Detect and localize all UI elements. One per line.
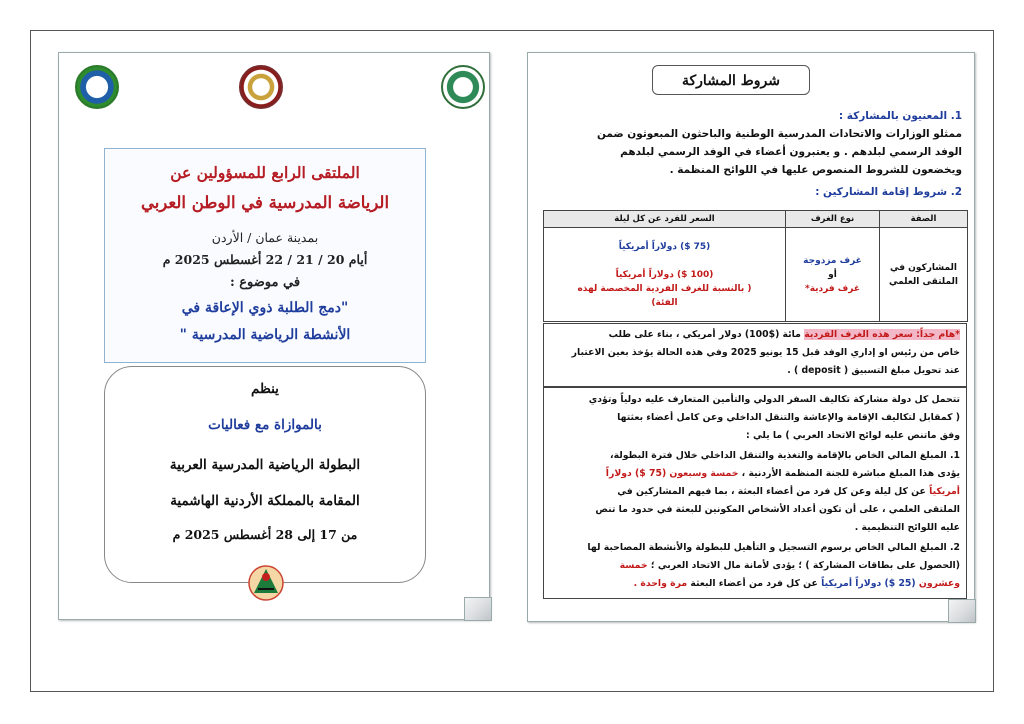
fee2-line3 (634, 576, 960, 592)
fee2-once: مرة واحدة . (633, 578, 688, 589)
event-title-line1: الملتقى الرابع للمسؤولين عن (170, 163, 360, 182)
championship-logo-icon (244, 559, 288, 603)
participant-line1: المشاركون في (890, 262, 957, 273)
organizer-line1: ينظم (251, 381, 279, 397)
cover-page (58, 52, 490, 620)
fee2-line2-text: (الحصول على بطاقات المشاركة ) ؛ يؤدى لأمانة مال الاتحاد العربي ؛ (650, 560, 960, 571)
participant-cell (880, 228, 968, 322)
room-double: غرف مزدوجة (803, 255, 862, 266)
arab-federation-logo (441, 65, 485, 109)
fee1-line4: الملتقى العلمي ، على أن تكون أعداد الأشخاص المكونين للبعثة في حدود ما تنص (595, 504, 960, 515)
fee2-line3-text: عن كل فرد من أعضاء البعثة (690, 578, 818, 589)
organizer-line4: المقامة بالمملكة الأردنية الهاشمية (170, 493, 360, 509)
fees-line3: وفق ماتنص عليه لوائح الاتحاد العربي ) ما يلي : (746, 430, 960, 441)
header-role: الصفة (880, 211, 968, 228)
fee1-line3 (617, 484, 960, 500)
topic-label: في موضوع : (229, 275, 301, 290)
accommodation-table (543, 210, 968, 322)
section1-heading: 1. المعنيون بالمشاركة : (838, 110, 962, 122)
page-curl-icon (948, 599, 976, 623)
fee1-line2 (606, 466, 960, 482)
fees-line2: ( كمقابل لتكاليف الإقامة والإعاشة والتنقل الداخلي وعن كامل أعضاء بعثتها (617, 412, 960, 423)
room-single: غرف فردية* (805, 283, 860, 294)
school-sport-logo (75, 65, 119, 109)
fees-box (543, 387, 967, 599)
header-price: السعر للفرد عن كل ليلة (544, 211, 786, 228)
topic-line2: الأنشطة الرياضية المدرسية " (179, 327, 351, 343)
room-type-cell (786, 228, 880, 322)
section1-line1: ممثلو الوزارات والاتحادات المدرسية الوطنية والباحثون المبعوثون ضمن (596, 128, 962, 140)
section1-line2: الوفد الرسمي لبلدهم . و يعتبرون أعضاء في الوفد الرسمي لبلدهم (620, 146, 962, 158)
fee2-amount-word: خمسة (619, 560, 648, 571)
jordan-ministry-emblem (239, 65, 283, 109)
price-single: (100 $) دولاراً أمريكياً (615, 269, 714, 280)
fee2-amount: (25 $) دولاراً أمريكياً (821, 578, 916, 589)
note-line3: عند تحويل مبلغ التسبيق ( deposit ) . (787, 365, 960, 376)
note-line1-rest: مائة ($100) دولار أمريكي ، بناء على طلب (608, 329, 801, 340)
price-double: (75 $) دولاراً أمريكياً (618, 241, 711, 252)
fee1-currency: أمريكياً (929, 486, 960, 497)
section1-line3: ويخضعون للشروط المنصوص عليها في اللوائح المنظمة . (669, 164, 962, 176)
fee2-line2 (620, 558, 960, 574)
note-line2: خاص من رئيس او إداري الوفد قبل 15 يونيو 2025 وفي هذه الحالة يؤخذ بعين الاعتبار (571, 347, 960, 358)
organizer-line5: من 17 إلى 28 أغسطس 2025 م (172, 527, 358, 542)
conditions-page (527, 52, 975, 622)
event-title-box (104, 148, 426, 363)
table-row (544, 228, 968, 322)
organizer-box (104, 366, 426, 583)
organizer-line2: بالموازاة مع فعاليات (208, 417, 322, 433)
topic-line1: "دمج الطلبة ذوي الإعاقة في (181, 300, 349, 316)
fee1-line2-text: يؤدى هذا المبلغ مباشرة للجنة المنظمة الأردنية ، (741, 468, 960, 479)
fee2-amount-word2: وعشرون (918, 578, 960, 589)
page-curl-icon (464, 597, 492, 621)
table-header-row (544, 211, 968, 228)
event-city: بمدينة عمان / الأردن (211, 230, 319, 245)
price-note-line2: الفئة) (651, 297, 678, 308)
fee1-amount: خمسة وسبعون (75 $) دولاراً (605, 468, 739, 479)
section2-heading: 2. شروط إقامة المشاركين : (815, 186, 962, 198)
note-line1 (609, 327, 960, 343)
fee1-line3-text: عن كل ليلة وعن كل فرد من أعضاء البعثة ، بما فيهم المشاركين في (617, 486, 926, 497)
note-highlight: *هام جداً: سعر هذه الغرف الفردية (804, 329, 960, 340)
conditions-title: شروط المشاركة (652, 65, 810, 95)
price-note-line1: ( بالنسبة للغرف الفردية المخصصة لهذه (577, 283, 752, 294)
room-or: أو (828, 269, 837, 280)
price-spacer (546, 254, 783, 268)
event-title-line2: الرياضة المدرسية في الوطن العربي (140, 193, 390, 212)
fee1-line1: 1. المبلغ المالي الخاص بالإقامة والتغذية والتنقل الداخلي خلال فترة البطولة، (610, 450, 960, 461)
event-dates: أيام 20 / 21 / 22 أغسطس 2025 م (162, 252, 368, 267)
participant-line2: الملتقى العلمي (889, 276, 958, 287)
organizer-line3: البطولة الرياضية المدرسية العربية (169, 457, 361, 473)
header-room-type: نوع الغرف (786, 211, 880, 228)
fees-line1: تتحمل كل دولة مشاركة تكاليف السفر الدولي والتأمين المتعارف عليه دولياً وتؤدي (588, 394, 960, 405)
fee1-line5: عليه اللوائح التنظيمية . (854, 522, 960, 533)
single-room-note (543, 323, 967, 387)
price-cell (544, 228, 786, 322)
fee2-line1: 2. المبلغ المالي الخاص برسوم التسجيل و التأهيل للبطولة والأنشطة المصاحبة لها (587, 542, 960, 553)
